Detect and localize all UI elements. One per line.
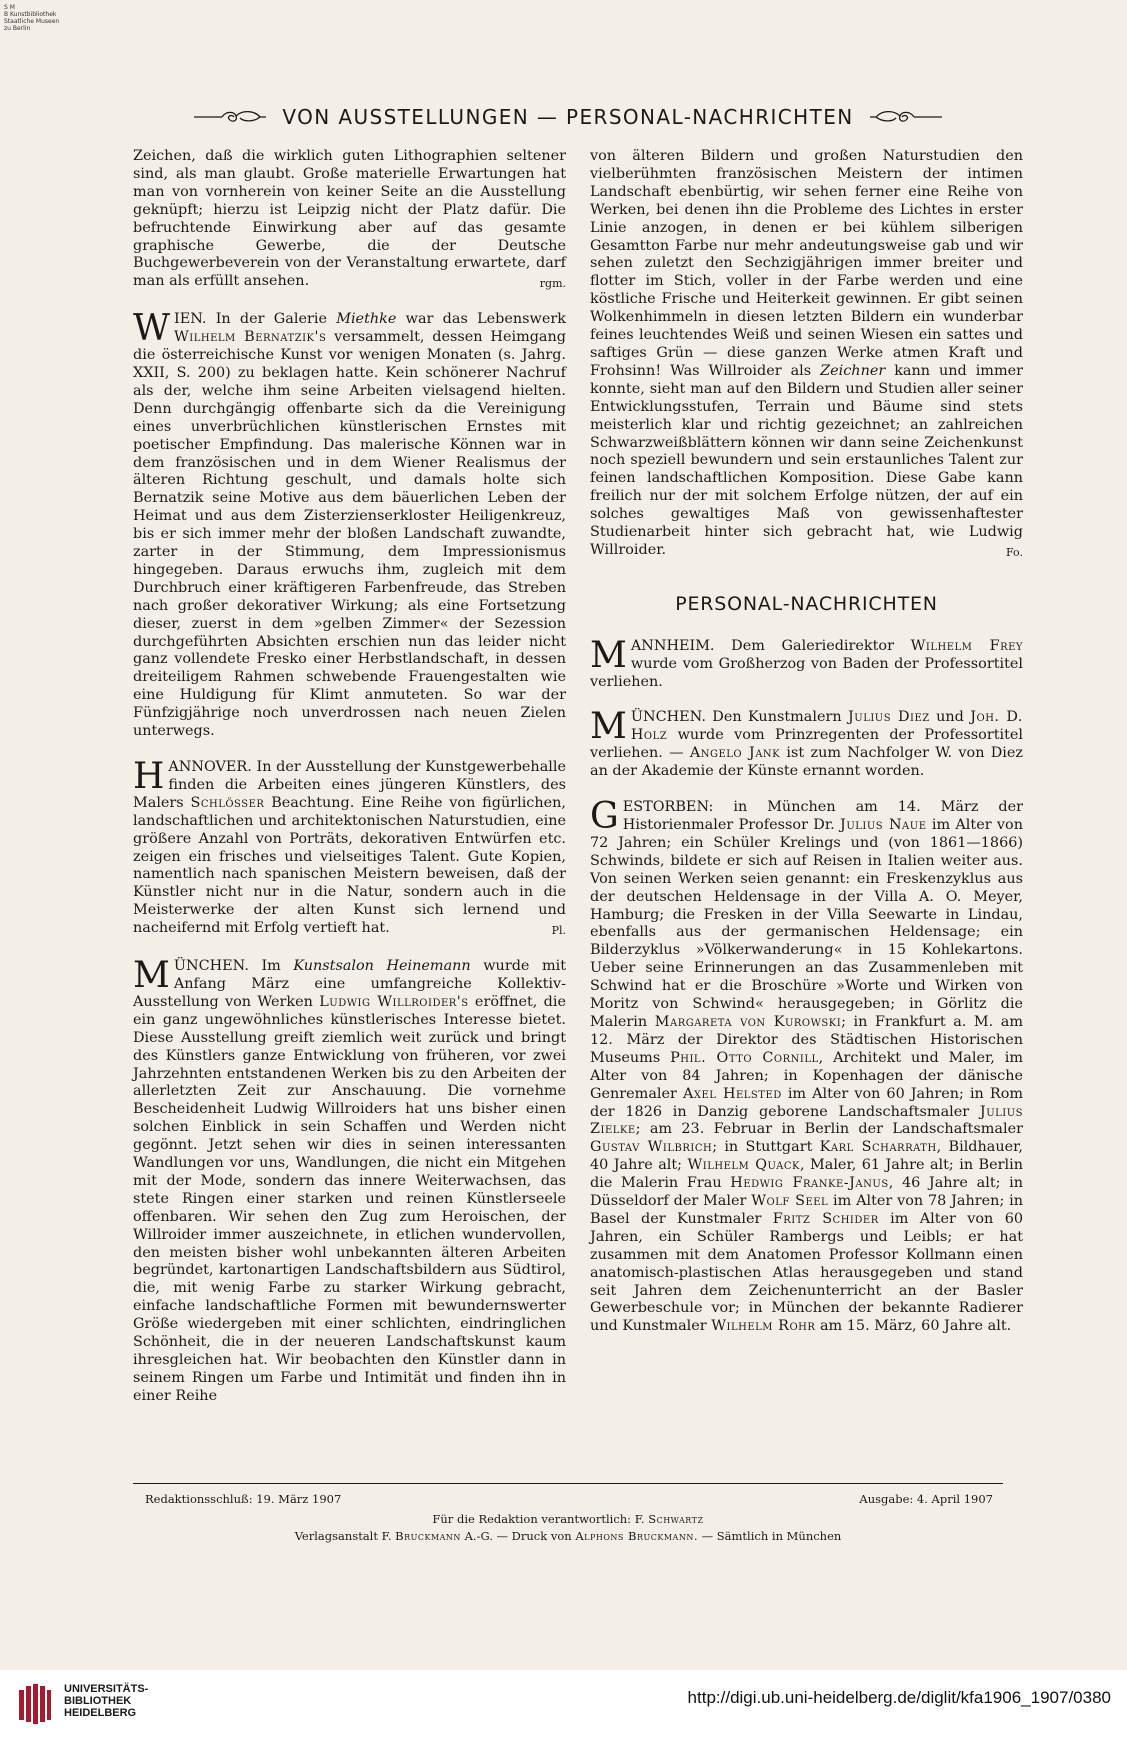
section-heading: PERSONAL-NACHRICHTEN <box>675 592 938 615</box>
signature: rgm. <box>539 277 566 291</box>
article-text: kann und immer konnte, sieht man auf den Bildern und Studien aller seiner Entwicklungsstufen, Terrain und Bäume sind stets meisterlich klar und richtig gezeichnet; an zahlreichen Schwarzweißblättern können wir dann seine Zeichenkunst noch speziell bewundern und sein erstaunliches Talent zur feinen landschaftlichen Komposition. Diese Gabe kann freilich nur der mit solchem Erfolge nützen, der auf ein solches gewaltiges Maß von gewissenhaftester Studienarbeit hinter sich gebracht hat, wie Ludwig Willroider. <box>590 362 1023 558</box>
article-text: und <box>929 709 971 726</box>
permalink-url[interactable]: http://digi.ub.uni-heidelberg.de/diglit/kfa1906_1907/0380 <box>687 1688 1111 1707</box>
article-text: wurde vom Prinzregenten der Professortitel verliehen. — <box>590 727 1023 762</box>
person-name: Fritz Schider <box>772 1210 879 1227</box>
drop-cap: G <box>590 796 619 838</box>
article-text: , Architekt und Maler, im Alter von 84 Jahren; in Kopenhagen der dänische Genremaler <box>590 1049 1023 1102</box>
article-hannover <box>133 756 566 940</box>
article-text: wurde mit Anfang März eine umfangreiche Kollektiv-Ausstellung von Werken <box>133 958 566 1010</box>
drop-cap: W <box>133 308 171 350</box>
article-head: ANNOVER. <box>168 759 252 775</box>
article-text: eröffnet, die ein ganz ungewöhnliches künstlerisches Interesse bietet. Diese Ausstellung greift ziemlich weit zurück und bringt des Künstlers ganze Entwicklung von früheren, vor zwei Jahrzehnten entstandenen Werken bis zu den Arbeiten der allerletzten Zeit zur Anschauung. Die vornehme Bescheidenheit Ludwig Willroiders hat uns bisher einen solchen Einblick in sein Schaffen und Werden nicht gegönnt. Jetzt sehen wir dies in seinen interessanten Wandlungen vor uns, Wandlungen, die nicht ein Mitgehen mit der Mode, sondern das innere Weiterwachsen, das stete Ringen einer starken und reinen Künstlerseele offenbaren. Wir sehen den Zug zum Heroischen, der Willroider immer auszeichnete, in etlichen wundervollen, den meisten bisher wohl unbekannten älteren Arbeiten begründet, kartonartigen Landschaftsbildern aus Südtirol, die, mit wenig Farbe zu starker Wirkung gebracht, einfache landschaftliche Formen mit bewundernswerter Größe wiedergeben mit einer schlichten, eindringlichen Schönheit, die in der neueren Landschaftskunst kaum ihresgleichen hat. Wir beobachten den Künstler dann in seinem Ringen um Farbe und Intimität und finden ihn in einer Reihe <box>133 993 566 1404</box>
footer-text: Verlagsanstalt F. <box>294 1529 396 1543</box>
article-text: ; in Frankfurt a. M. am 12. März der Direktor des Städtischen Historischen Museums <box>590 1013 1023 1066</box>
emphasis: Zeichner <box>820 362 886 379</box>
issue-date: Ausgabe: 4. April 1907 <box>859 1492 993 1506</box>
stamp-line: S M <box>4 4 15 11</box>
library-name-line: BIBLIOTHEK <box>64 1695 132 1707</box>
right-column <box>590 148 1023 1354</box>
article-head: ESTORBEN: <box>622 799 714 816</box>
article-continuation <box>590 148 1023 562</box>
person-name: Julius Diez <box>848 709 930 726</box>
footer-dates <box>145 1491 993 1507</box>
article-text: wurde vom Großherzog von Baden der Professortitel verliehen. <box>590 655 1023 690</box>
museum-stamp <box>4 4 104 32</box>
person-name: Wilhelm Quack <box>687 1157 800 1174</box>
drop-cap: M <box>133 955 170 997</box>
article-mannheim <box>590 634 1023 692</box>
library-name-line: HEIDELBERG <box>64 1707 137 1719</box>
article-text: , Maler, 61 Jahre alt; in Berlin die Malerin Frau <box>590 1157 1023 1192</box>
article-continuation <box>133 148 566 293</box>
drop-cap: H <box>133 756 165 797</box>
article-text: war das Lebenswerk <box>396 311 566 328</box>
stamp-line: zu Berlin <box>4 25 31 32</box>
person-name: Axel Helsted <box>682 1085 782 1102</box>
article-text: Den Kunstmalern <box>705 709 849 726</box>
university-library-logo-icon <box>18 1684 52 1724</box>
gallery-name: Miethke <box>336 311 397 328</box>
person-name: Phil. Otto Cornill <box>670 1049 819 1066</box>
editorial-deadline: Redaktionsschluß: 19. März 1907 <box>145 1492 342 1506</box>
article-text: am 15. März, 60 Jahre alt. <box>815 1318 1012 1335</box>
footer-text: A.-G. — Druck von <box>460 1529 576 1543</box>
person-name: Gustav Wilbrich <box>590 1139 713 1156</box>
article-text: ; in Stuttgart <box>712 1139 820 1156</box>
article-text: Zeichen, daß die wirklich guten Lithographien seltener sind, als man glaubt. Große materielle Erwartungen hat man von vornherein von keiner Seite an die Ausstellung geknüpft; hierzu ist Leipzig nicht der Platz dafür. Die befruchtende Einwirkung aber auf das gesamte graphische Gewerbe, die der Deutsche Buchgewerbeverein von der Veranstaltung erwartete, darf man als erfüllt ansehen. <box>133 148 566 290</box>
article-text: im Alter von 60 Jahren, ein Schüler Rambergs und Leibls; er hat zusammen mit dem Anatomen Professor Kollmann einen anatomisch-plastischen Atlas herausgegeben und stand seit Jahren dem Zeichenunterricht an der Basler Gewerbeschule vor; in München der bekannte Radierer und Kunstmaler <box>590 1210 1024 1335</box>
page-title: VON AUSSTELLUNGEN — PERSONAL-NACHRICHTEN <box>282 105 854 129</box>
article-text: in München am 14. März der Historienmaler Professor Dr. <box>622 799 1023 833</box>
left-column <box>133 148 566 1424</box>
article-text: ; am 23. Februar in Berlin der Landschaftsmaler <box>635 1121 1023 1138</box>
signature: Fo. <box>1006 545 1023 559</box>
footer-text: — Sämtlich in München <box>697 1529 842 1543</box>
person-name: Julius Zielke <box>590 1103 1023 1138</box>
article-muenchen <box>133 955 566 1406</box>
article-text: ist zum Nachfolger W. von Diez an der Akademie der Künste ernannt worden. <box>590 745 1024 780</box>
article-text: Im <box>248 958 294 975</box>
person-name: Julius Naue <box>840 817 927 833</box>
article-text: In der Ausstellung der Kunstgewerbehalle finden die Arbeiten eines jüngeren Künstlers, des Malers <box>133 759 566 811</box>
article-head: ÜNCHEN. <box>630 709 706 726</box>
person-name: Wilhelm Bernatzik's <box>174 329 327 346</box>
right-ornament-icon <box>868 108 944 126</box>
article-text: Dem Galeriedirektor <box>714 637 911 654</box>
person-name: Karl Scharrath <box>819 1139 937 1156</box>
library-name-line: UNIVERSITÄTS- <box>64 1683 149 1695</box>
footer-text: Für die Redaktion verantwortlich: F. <box>432 1512 649 1526</box>
article-text: im Alter von 72 Jahren; ein Schüler Krelings und (von 1861—1866) Schwinds, bildete er sich auf Reisen in Italien weiter aus. Von seinen Werken seien genannt: ein Freskenzyklus aus der deutschen Heldensage in der Villa A. O. Meyer, Hamburg; die Fresken in der Villa Seewarte in Lindau, ebenfalls aus der germanischen Heldensage; ein Bilderzyklus »Völkerwanderung« in 15 Kohlekartons. Ueber seine Erinnerungen an das Zusammenleben mit Schwind hat er die Broschüre »Worte und Wirken von Moritz von Schwind« herausgegeben; in Görlitz die Malerin <box>590 817 1023 1030</box>
drop-cap: M <box>590 706 627 748</box>
editor-name: Schwartz <box>648 1512 704 1526</box>
article-text: In der Galerie <box>206 311 337 328</box>
stamp-line: B Kunstbibliothek <box>4 11 57 18</box>
publisher-line <box>133 1528 1003 1544</box>
person-name: Hedwig Franke-Janus <box>730 1175 889 1192</box>
footer-divider <box>133 1483 1003 1484</box>
article-muenchen-personal <box>590 706 1024 781</box>
editor-responsible <box>133 1511 1003 1527</box>
left-ornament-icon <box>192 108 268 126</box>
article-text: im Alter von 78 Jahren; in Basel der Kunstmaler <box>590 1193 1023 1227</box>
article-text: im Alter von 60 Jahren; in Rom der 1826 in Danzig geborene Landschaftsmaler <box>590 1085 1023 1120</box>
page-header <box>133 100 1003 134</box>
article-text: von älteren Bildern und großen Naturstudien den vielberühmten französischen Meistern der intimen Landschaft ebenbürtig, wir sehen ferner eine Reihe von Werken, bei denen ihn die Probleme des Lichtes in erster Linie anzogen, in denen er bei kühlem silberigen Gesamtton Farbe nur mehr andeutungsweise gab und wir sehen zuletzt den Sechzigjährigen immer breiter und flotter im Stich, voller in der Farbe werden und eine köstliche Frische und Heiterkeit gewinnen. Er gibt seinen Wolkenhimmeln in diesen letzten Bildern ein wunderbar feines leuchtendes Weiß und seinen Wiesen ein sattes und saftiges Grün — diese ganzen Werke atmen Kraft und Frohsinn! Was Willroider als <box>590 148 1023 379</box>
stamp-line: Staatliche Museen <box>4 18 60 25</box>
person-name: Ludwig Willroider's <box>319 993 469 1010</box>
article-head: IEN. <box>174 311 207 328</box>
article-wien <box>133 308 566 741</box>
publisher-name: Bruckmann <box>395 1529 461 1543</box>
article-head: ANNHEIM. <box>630 637 715 654</box>
person-name: Margareta von Kurowski <box>654 1013 842 1030</box>
person-name: Schlösser <box>190 794 265 811</box>
article-text: , Bildhauer, 40 Jahre alt; <box>590 1139 1024 1174</box>
person-name: Wilhelm Frey <box>910 637 1023 654</box>
person-name: Wilhelm Rohr <box>711 1318 816 1335</box>
article-text: , 46 Jahre alt; in Düsseldorf der Maler <box>590 1175 1023 1210</box>
article-head: ÜNCHEN. <box>173 958 249 975</box>
library-name <box>64 1683 214 1719</box>
person-name: Joh. D. Holz <box>630 709 1023 744</box>
person-name: Wolf Seel <box>751 1193 829 1210</box>
person-name: Angelo Jank <box>689 745 781 762</box>
drop-cap: M <box>590 634 627 676</box>
printer-name: Alphons Bruckmann. <box>575 1529 698 1543</box>
article-text: Beachtung. Eine Reihe von figürlichen, landschaftlichen und architektonischen Naturstudien, eine größere Anzahl von Porträts, dekorativen Entwürfen etc. zeigen ein frisches und vielseitiges Talent. Gute Kopien, namentlich nach spanischen Meistern beweisen, daß der Künstler nicht nur in die Natur, sondern auch in die Meisterwerke der alten Kunst sich lernend und nacheifernd mit Erfolg vertieft hat. <box>133 794 566 937</box>
article-text: versammelt, dessen Heimgang die österreichische Kunst vor wenigen Monaten (s. Jahrg. XXII, S. 200) zu beklagen hatte. Kein schönerer Nachruf als der, welche ihm seine Arbeiten vielsagend hielten. Denn durchgängig offenbarte sich da die Vereinigung eines unverbrüchlichen künstlerischen Ernstes mit poetischer Empfindung. Das malerische Können war in dem französischen und in dem Wiener Realismus der älteren Richtung geschult, und damals holte sich Bernatzik seine Motive aus dem bäuerlichen Leben der Heimat und aus dem Zisterzienserkloster Heiligenkreuz, bis er sich immer mehr der bloßen Landschaft zuwandte, zarter in der Stimmung, dem Impressionismus hingegeben. Daraus erwuchs ihm, zugleich mit dem Durchbruch einer kräftigeren Farbenfreude, das Streben nach großer dekorativer Wirkung; als eine Fortsetzung dieser, zuerst in dem »gelben Zimmer« der Sezession durchgeführten Absichten erschien nun das leider nicht ganz vollendete Fresko einer Herbstlandschaft, in dessen dreiteiligem Rahmen schwebende Frauengestalten wie eine Huldigung für Klimt anmuteten. So war der Fünfzigjährige noch unverdrossen nach neuen Zielen unterwegs. <box>133 329 566 740</box>
signature: Pl. <box>551 924 566 938</box>
gallery-name: Kunstsalon Heinemann <box>293 958 471 975</box>
article-gestorben <box>590 796 1024 1336</box>
